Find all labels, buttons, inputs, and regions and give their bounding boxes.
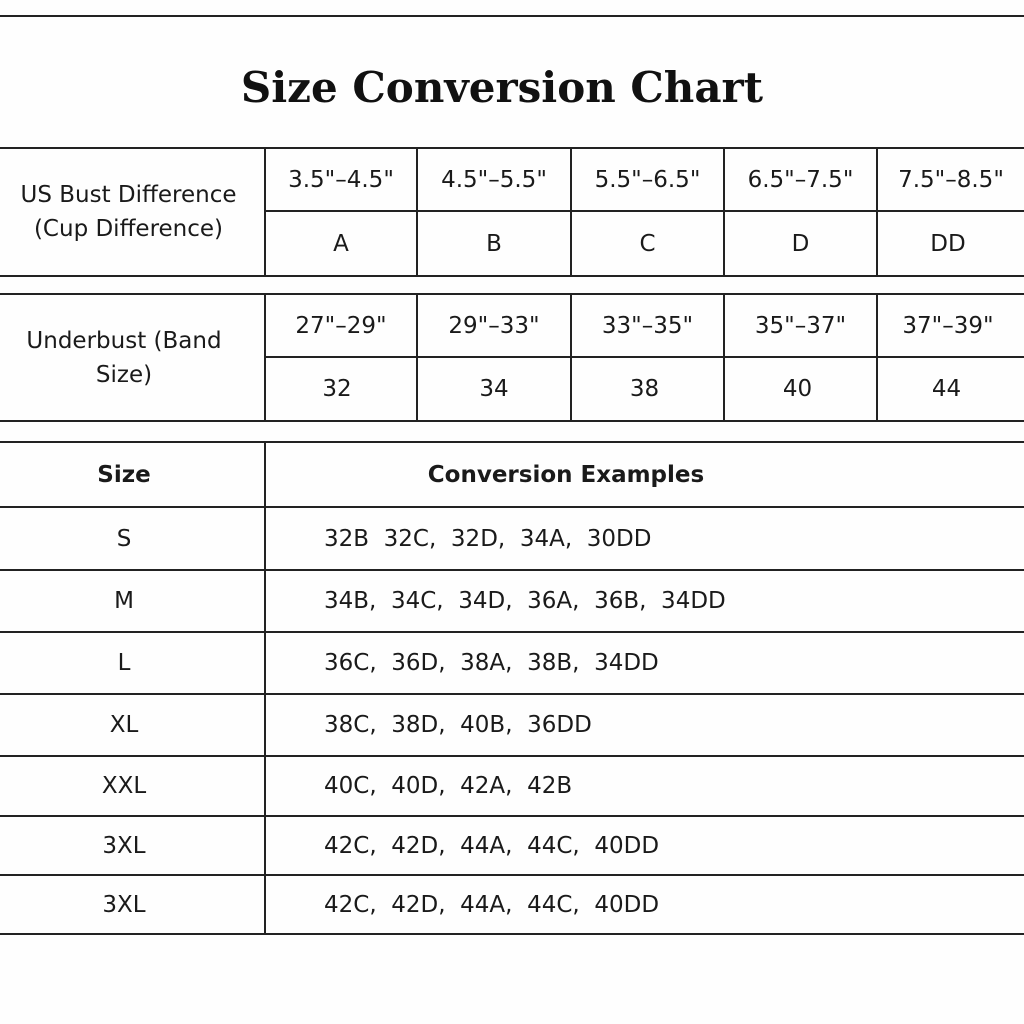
cup-table-bottom-border xyxy=(0,275,1024,277)
size-cell: XXL xyxy=(101,773,147,799)
examples-cell: 34B, 34C, 34D, 36A, 36B, 34DD xyxy=(324,588,726,614)
page-title: Size Conversion Chart xyxy=(240,63,764,112)
band-table-label: Underbust (Band Size) xyxy=(26,327,222,388)
size-header: Size xyxy=(97,461,151,488)
size-cell: S xyxy=(116,525,132,552)
band-range-cell: 35"–37" xyxy=(754,312,847,339)
band-size-cell: 34 xyxy=(479,376,509,402)
band-range-cell: 37"–39" xyxy=(902,312,994,339)
band-size-cell: 44 xyxy=(931,376,962,402)
cup-letter-cell: A xyxy=(333,230,349,257)
cup-letter-cell: B xyxy=(486,230,502,257)
examples-cell: 42C, 42D, 44A, 44C, 40DD xyxy=(324,832,660,859)
band-range-cell: 27"–29" xyxy=(295,312,387,339)
conversion-examples-header: Conversion Examples xyxy=(427,461,705,488)
cup-range-cell: 5.5"–6.5" xyxy=(594,166,701,193)
size-cell: 3XL xyxy=(102,832,146,859)
size-table-border xyxy=(0,933,1024,935)
band-range-cell: 33"–35" xyxy=(601,312,694,339)
size-cell: L xyxy=(117,650,131,676)
cup-table-label: US Bust Difference (Cup Difference) xyxy=(20,182,237,242)
examples-cell: 32B 32C, 32D, 34A, 30DD xyxy=(324,525,652,552)
size-table-divider xyxy=(264,441,266,935)
examples-cell: 40C, 40D, 42A, 42B xyxy=(324,773,573,799)
cup-letter-cell: DD xyxy=(930,230,966,257)
size-cell: 3XL xyxy=(102,891,146,918)
band-range-cell: 29"–33" xyxy=(448,312,540,339)
cup-range-cell: 6.5"–7.5" xyxy=(747,166,854,193)
size-cell: M xyxy=(114,588,134,614)
cup-range-cell: 3.5"–4.5" xyxy=(288,166,394,193)
cup-range-cell: 7.5"–8.5" xyxy=(898,166,1004,193)
band-size-cell: 40 xyxy=(782,376,813,402)
cup-range-cell: 4.5"–5.5" xyxy=(441,166,547,193)
cup-letter-cell: C xyxy=(639,230,656,257)
band-size-cell: 38 xyxy=(629,376,660,402)
examples-cell: 42C, 42D, 44A, 44C, 40DD xyxy=(324,891,660,918)
top-border xyxy=(0,15,1024,17)
cup-letter-cell: D xyxy=(791,230,810,257)
size-cell: XL xyxy=(109,712,139,738)
band-table-bottom-border xyxy=(0,420,1024,422)
examples-cell: 38C, 38D, 40B, 36DD xyxy=(324,712,592,738)
examples-cell: 36C, 36D, 38A, 38B, 34DD xyxy=(324,650,659,676)
band-size-cell: 32 xyxy=(322,376,352,402)
